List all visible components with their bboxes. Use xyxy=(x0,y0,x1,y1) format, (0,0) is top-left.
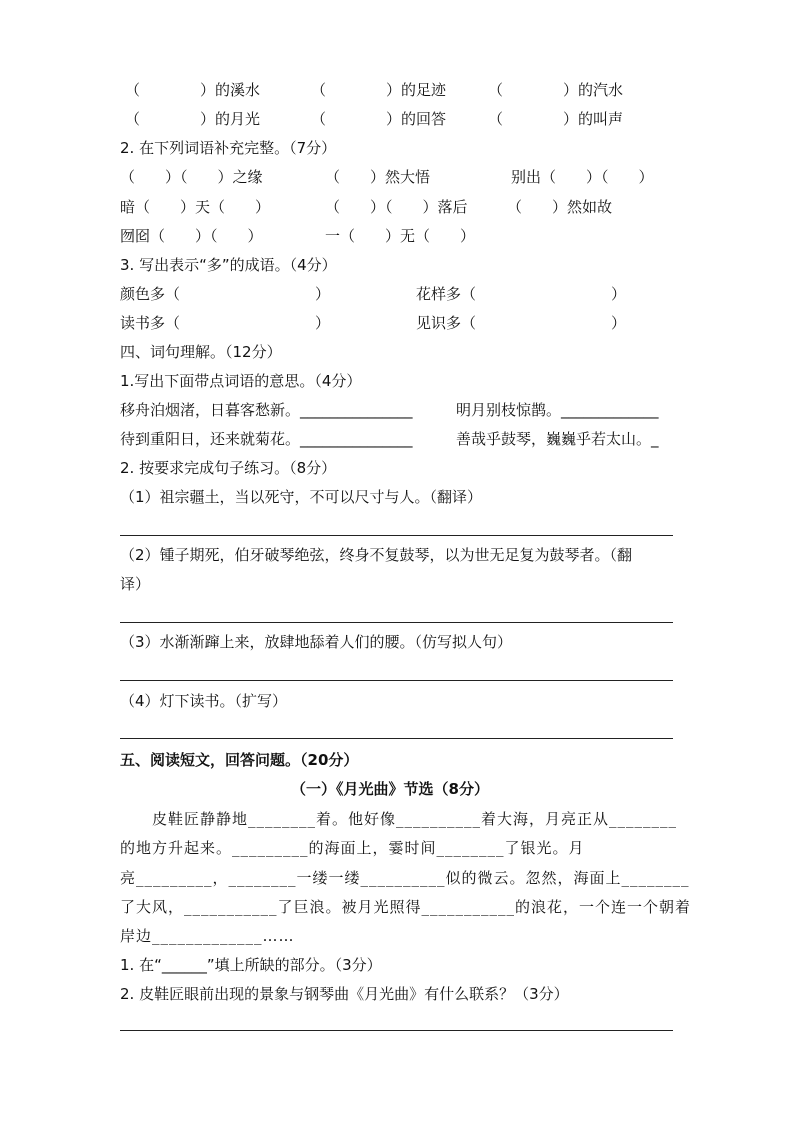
sentence-task-2: （2）锺子期死，伯牙破琴绝弦，终身不复鼓琴，以为世无足复为鼓琴者。（翻 xyxy=(120,546,633,564)
answer-line xyxy=(120,738,673,739)
sentence-task-4: （4）灯下读书。（扩写） xyxy=(120,692,288,710)
idiom-blank: （ ）然如故 xyxy=(507,198,613,216)
question-2-title: 2. 在下列词语补充完整。（7分） xyxy=(120,139,337,157)
idiom-blank: 囫囵（ ）（ ） xyxy=(120,227,263,245)
idiom-blank: （ ）（ ）落后 xyxy=(325,198,468,216)
reading-question-1: 1. 在“______”填上所缺的部分。（3分） xyxy=(120,956,382,974)
idiom-many-blank: 读书多（ ） xyxy=(120,314,331,332)
poem-line-blank: 善哉乎鼓琴，巍巍乎若太山。_ xyxy=(456,430,659,448)
idiom-blank: 别出（ ）（ ） xyxy=(511,168,654,186)
poem-line-blank: 明月别枝惊鹊。_____________ xyxy=(456,401,659,419)
question-4-2-title: 2. 按要求完成句子练习。（8分） xyxy=(120,459,337,477)
fill-blank-soda: （ ）的汽水 xyxy=(488,81,624,99)
answer-line xyxy=(120,622,673,623)
idiom-blank: 暗（ ）天（ ） xyxy=(120,198,271,216)
fill-blank-cry: （ ）的叫声 xyxy=(488,110,624,128)
passage-line: 的地方升起来。_________的海面上，霎时间________了银光。月 xyxy=(120,839,585,857)
question-4-1-title: 1.写出下面带点词语的意思。（4分） xyxy=(120,372,362,390)
sentence-task-2-cont: 译） xyxy=(120,575,151,593)
reading-question-2: 2. 皮鞋匠眼前出现的景象与钢琴曲《月光曲》有什么联系？（3分） xyxy=(120,985,569,1003)
sentence-task-1: （1）祖宗疆土，当以死守，不可以尺寸与人。（翻译） xyxy=(120,488,483,506)
idiom-many-blank: 颜色多（ ） xyxy=(120,285,331,303)
passage-line: 岸边_____________…… xyxy=(120,927,295,945)
answer-line xyxy=(120,1030,673,1031)
idiom-blank: 一（ ）无（ ） xyxy=(325,227,476,245)
fill-blank-footprints: （ ）的足迹 xyxy=(311,81,447,99)
fill-blank-answer: （ ）的回答 xyxy=(311,110,447,128)
passage-line: 亮_________，________一缕一缕__________似的微云。忽然，海面上________ xyxy=(120,869,690,887)
passage-line: 了大风，___________了巨浪。被月光照得___________的浪花，一个连一个朝着 xyxy=(120,898,692,916)
section-4-title: 四、词句理解。（12分） xyxy=(120,343,282,361)
fill-blank-moonlight: （ ）的月光 xyxy=(125,110,261,128)
idiom-many-blank: 见识多（ ） xyxy=(416,314,627,332)
answer-line xyxy=(120,680,673,681)
question-3-title: 3. 写出表示“多”的成语。（4分） xyxy=(120,256,337,274)
idiom-blank: （ ）然大悟 xyxy=(325,168,431,186)
passage-title: （一）《月光曲》节选（8分） xyxy=(291,780,489,798)
fill-blank-creek: （ ）的溪水 xyxy=(125,81,261,99)
poem-line-blank: 待到重阳日，还来就菊花。_______________ xyxy=(120,430,413,448)
idiom-many-blank: 花样多（ ） xyxy=(416,285,627,303)
poem-line-blank: 移舟泊烟渚，日暮客愁新。_______________ xyxy=(120,401,413,419)
sentence-task-3: （3）水渐渐蹿上来，放肆地舔着人们的腰。（仿写拟人句） xyxy=(120,633,513,651)
passage-line: 皮鞋匠静静地________着。他好像__________着大海，月亮正从________ xyxy=(120,810,678,828)
idiom-blank: （ ）（ ）之缘 xyxy=(120,168,263,186)
section-5-title: 五、阅读短文，回答问题。（20分） xyxy=(120,751,359,769)
answer-line xyxy=(120,535,673,536)
